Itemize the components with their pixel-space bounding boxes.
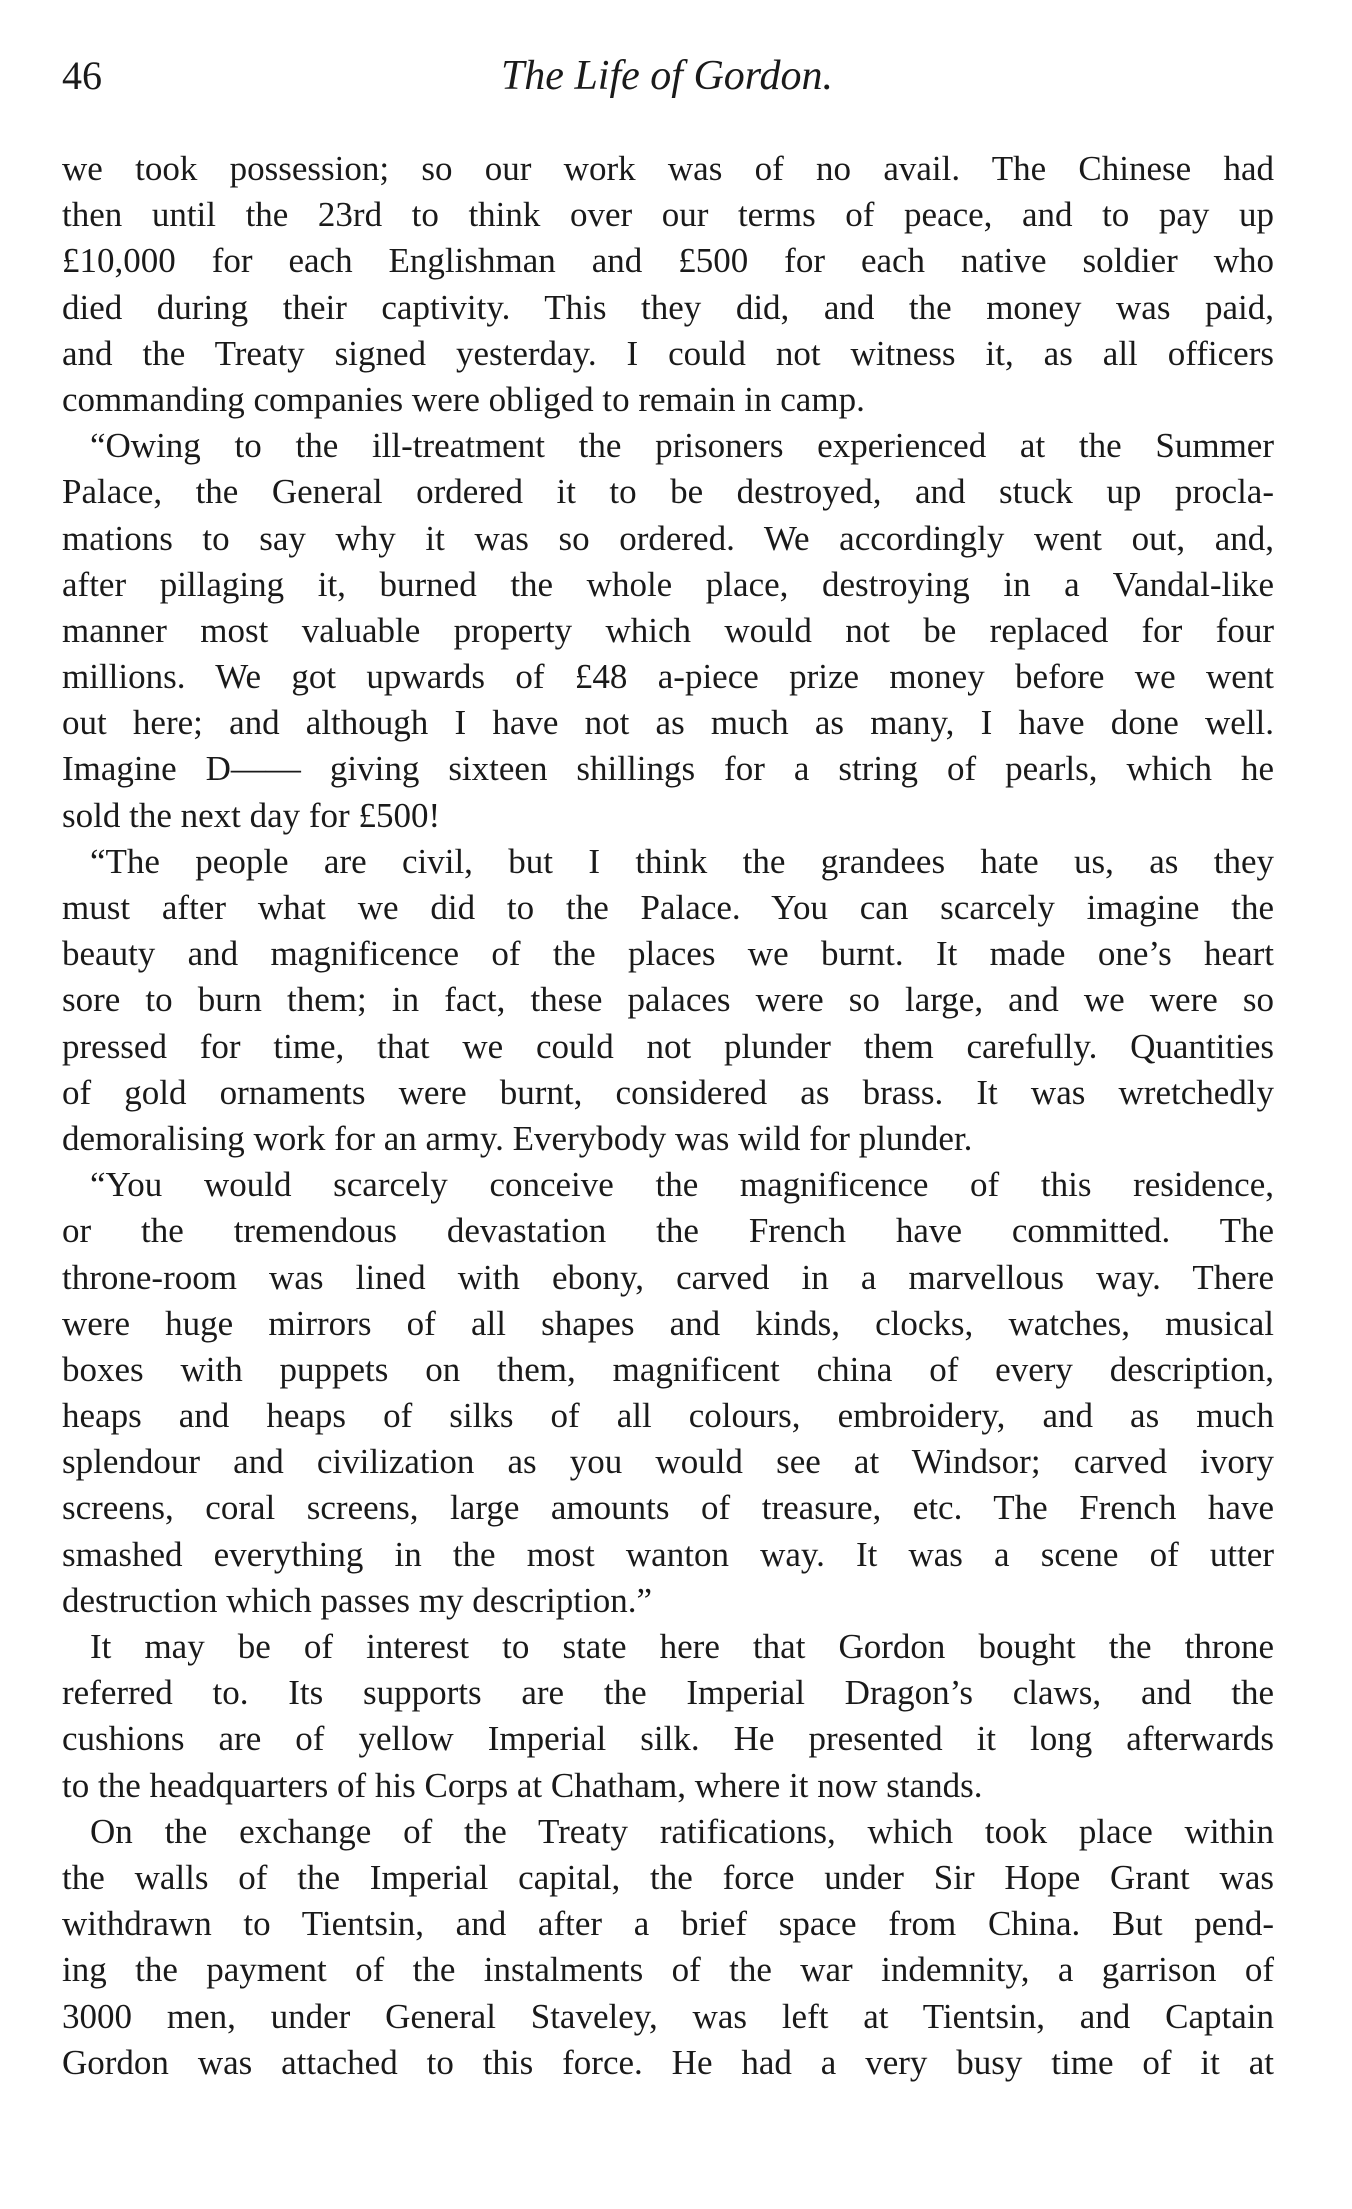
text-line: throne-room was lined with ebony, carved in a marvellous way. There [62, 1257, 1274, 1297]
page-header [62, 52, 1272, 108]
text-line: and the Treaty signed yesterday. I could not witness it, as all officers [62, 333, 1274, 373]
text-line: destruction which passes my description.” [62, 1580, 653, 1620]
text-line: or the tremendous devastation the French have committed. The [62, 1211, 1274, 1251]
text-line: Gordon was attached to this force. He had a very busy time of it at [62, 2042, 1274, 2082]
text-line: withdrawn to Tientsin, and after a brief space from China. But pend- [62, 1904, 1274, 1944]
text-line: smashed everything in the most wanton way. It was a scene of utter [62, 1534, 1274, 1574]
text-line: mations to say why it was so ordered. We accordingly went out, and, [62, 518, 1274, 558]
text-line: heaps and heaps of silks of all colours, embroidery, and as much [62, 1396, 1274, 1436]
text-line: beauty and magnificence of the places we burnt. It made one’s heart [62, 934, 1274, 974]
text-line: “The people are civil, but I think the grandees hate us, as they [90, 841, 1274, 881]
text-line: demoralising work for an army. Everybody was wild for plunder. [62, 1118, 973, 1158]
text-line: screens, coral screens, large amounts of treasure, etc. The French have [62, 1488, 1274, 1528]
running-title: The Life of Gordon. [500, 53, 834, 99]
text-line: out here; and although I have not as much as many, I have done well. [62, 703, 1274, 743]
text-line: On the exchange of the Treaty ratifications, which took place within [90, 1811, 1274, 1851]
text-line: were huge mirrors of all shapes and kinds, clocks, watches, musical [62, 1303, 1274, 1343]
text-line: died during their captivity. This they did, and the money was paid, [62, 287, 1274, 327]
text-line: It may be of interest to state here that Gordon bought the throne [90, 1627, 1274, 1666]
text-line: sore to burn them; in fact, these palaces were so large, and we were so [62, 980, 1274, 1020]
text-line: boxes with puppets on them, magnificent china of every description, [62, 1349, 1274, 1389]
text-line: to the headquarters of his Corps at Chatham, where it now stands. [62, 1765, 983, 1805]
text-line: must after what we did to the Palace. You can scarcely imagine the [62, 888, 1274, 927]
text-line: commanding companies were obliged to remain in camp. [62, 379, 865, 419]
text-line: of gold ornaments were burnt, considered as brass. It was wretchedly [62, 1072, 1274, 1112]
text-line: Imagine D—— giving sixteen shillings for a string of pearls, which he [62, 749, 1274, 789]
text-line: referred to. Its supports are the Imperial Dragon’s claws, and the [62, 1673, 1274, 1713]
body-text [62, 146, 1274, 2086]
text-line: 3000 men, under General Staveley, was left at Tientsin, and Captain [62, 1996, 1274, 2036]
text-line: £10,000 for each Englishman and £500 for each native soldier who [62, 241, 1274, 281]
text-line: pressed for time, that we could not plunder them carefully. Quantities [62, 1026, 1274, 1066]
text-line: ing the payment of the instalments of the war indemnity, a garrison of [62, 1950, 1274, 1990]
page-number: 46 [62, 53, 102, 98]
text-line: sold the next day for £500! [62, 795, 441, 835]
text-line: we took possession; so our work was of no avail. The Chinese had [62, 149, 1274, 188]
text-line: Palace, the General ordered it to be destroyed, and stuck up procla- [62, 472, 1274, 512]
text-line: the walls of the Imperial capital, the force under Sir Hope Grant was [62, 1857, 1274, 1897]
text-line: “Owing to the ill-treatment the prisoners experienced at the Summer [90, 426, 1274, 466]
text-line: cushions are of yellow Imperial silk. He presented it long afterwards [62, 1719, 1274, 1759]
text-line: splendour and civilization as you would see at Windsor; carved ivory [62, 1442, 1274, 1482]
text-line: then until the 23rd to think over our terms of peace, and to pay up [62, 195, 1274, 235]
text-line: millions. We got upwards of £48 a-piece prize money before we went [62, 657, 1274, 697]
text-line: manner most valuable property which would not be replaced for four [62, 610, 1274, 650]
text-line: “You would scarcely conceive the magnificence of this residence, [90, 1165, 1274, 1205]
text-line: after pillaging it, burned the whole place, destroying in a Vandal-like [62, 564, 1274, 604]
